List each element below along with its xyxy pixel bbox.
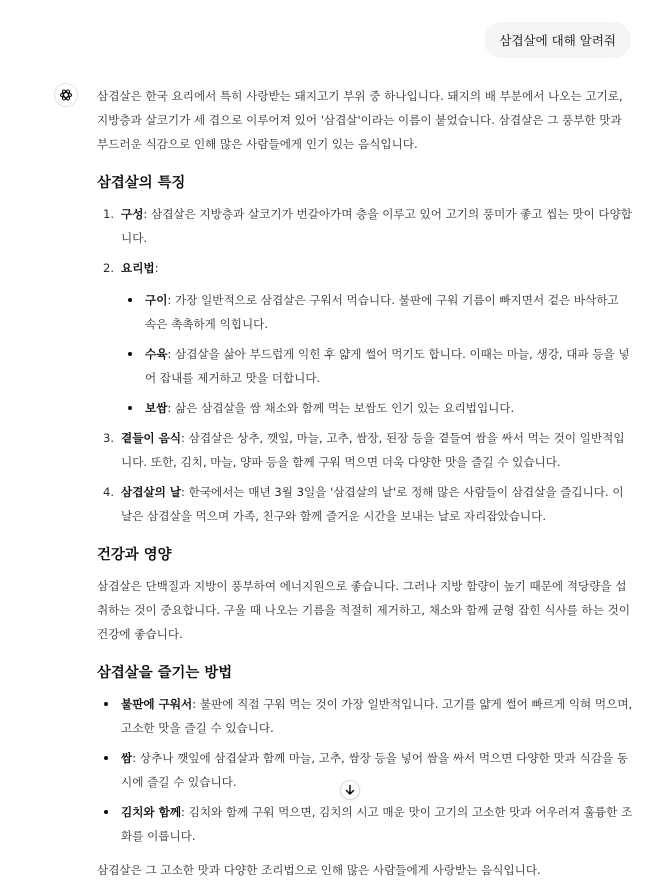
item-text: : 불판에 직접 구워 먹는 것이 가장 일반적입니다. 고기를 얇게 썰어 빠르게 익혀 먹으며, 고소한 맛을 즐길 수 있습니다.	[121, 697, 633, 735]
ways-to-enjoy-list	[97, 692, 633, 848]
item-text: : 삶은 삼겹살을 쌈 채소와 함께 먹는 보쌈도 인기 있는 요리법입니다.	[167, 401, 515, 415]
item-text: : 상추나 깻잎에 삼겹살과 함께 마늘, 고추, 쌈장 등을 넣어 쌈을 싸서 먹으면 다양한 맛과 식감을 동시에 즐길 수 있습니다.	[121, 751, 629, 789]
list-item	[121, 288, 633, 336]
item-text: : 삼겹살은 지방층과 살코기가 번갈아가며 층을 이루고 있어 고기의 풍미가 좋고 씹는 맛이 다양합니다.	[121, 207, 633, 245]
section-heading-features: 삼겹살의 특징	[97, 175, 186, 191]
item-label: 구성	[121, 207, 144, 221]
item-number: 3.	[103, 431, 115, 445]
item-text: : 삼겹살을 삶아 부드럽게 익힌 후 얇게 썰어 먹기도 합니다. 이때는 마늘, 생강, 대파 등을 넣어 잡내를 제거하고 맛을 더합니다.	[145, 347, 630, 385]
cooking-methods-list	[121, 288, 633, 420]
item-label: 보쌈	[145, 401, 168, 415]
item-text: :	[154, 261, 159, 275]
openai-logo-icon	[58, 87, 74, 103]
assistant-message	[97, 84, 633, 882]
list-item	[97, 426, 633, 474]
item-text: : 가장 일반적으로 삼겹살은 구워서 먹습니다. 불판에 구워 기름이 빠지면서 겉은 바삭하고 속은 촉촉하게 익힙니다.	[145, 293, 619, 331]
item-label: 쌈	[121, 751, 133, 765]
health-paragraph: 삼겹살은 단백질과 지방이 풍부하여 에너지원으로 좋습니다. 그러나 지방 함량이 높기 때문에 적당량을 섭취하는 것이 중요합니다. 구울 때 나오는 기름을 적절히 제거하고, 채소와 함께 균형 잡힌 식사를 하는 것이 건강에 좋습니다.	[97, 579, 631, 641]
conclusion-paragraph: 삼겹살은 그 고소한 맛과 다양한 조리법으로 인해 많은 사람들에게 사랑받는 음식입니다.	[97, 863, 541, 877]
user-message-bubble	[484, 22, 631, 58]
list-item	[97, 746, 633, 794]
section-heading-ways-to-enjoy: 삼겹살을 즐기는 방법	[97, 665, 233, 681]
arrow-down-icon	[344, 784, 356, 796]
list-item	[121, 342, 633, 390]
list-item	[97, 692, 633, 740]
features-list	[97, 202, 633, 528]
item-label: 삼겹살의 날	[121, 485, 182, 499]
list-item	[97, 256, 633, 420]
section-heading-health: 건강과 영양	[97, 547, 172, 563]
list-item	[97, 480, 633, 528]
item-label: 불판에 구워서	[121, 697, 193, 711]
item-text: : 삼겹살은 상추, 깻잎, 마늘, 고추, 쌈장, 된장 등을 곁들여 쌈을 싸서 먹는 것이 일반적입니다. 또한, 김치, 마늘, 양파 등을 함께 구워 먹으면 더욱 다양한 맛을 즐길 수 있습니다.	[121, 431, 625, 469]
user-message-text: 삼겹살에 대해 알려줘	[499, 33, 616, 48]
list-item	[97, 202, 633, 250]
item-number: 2.	[103, 261, 115, 275]
item-number: 1.	[103, 207, 115, 221]
item-text: : 김치와 함께 구워 먹으면, 김치의 시고 매운 맛이 고기의 고소한 맛과 어우러져 훌륭한 조화를 이룹니다.	[121, 805, 633, 843]
item-text: : 한국에서는 매년 3월 3일을 '삼겹살의 날'로 정해 많은 사람들이 삼겹살을 즐깁니다. 이 날은 삼겹살을 먹으며 가족, 친구와 함께 즐거운 시간을 보내는 날로 자리잡았습니다.	[121, 485, 624, 523]
intro-paragraph: 삼겹살은 한국 요리에서 특히 사랑받는 돼지고기 부위 중 하나입니다. 돼지의 배 부분에서 나오는 고기로, 지방층과 살코기가 세 겹으로 이루어져 있어 '삼겹살'이라는 이름이 붙었습니다. 삼겹살은 그 풍부한 맛과 부드러운 식감으로 인해 많은 사람들에게 인기 있는 음식입니다.	[97, 89, 623, 151]
item-number: 4.	[103, 485, 115, 499]
item-label: 구이	[145, 293, 168, 307]
item-label: 곁들이 음식	[121, 431, 182, 445]
list-item	[121, 396, 633, 420]
item-label: 요리법	[121, 261, 155, 275]
item-label: 수육	[145, 347, 168, 361]
assistant-avatar	[54, 83, 78, 107]
item-label: 김치와 함께	[121, 805, 182, 819]
scroll-to-bottom-button[interactable]	[340, 780, 360, 800]
list-item	[97, 800, 633, 848]
